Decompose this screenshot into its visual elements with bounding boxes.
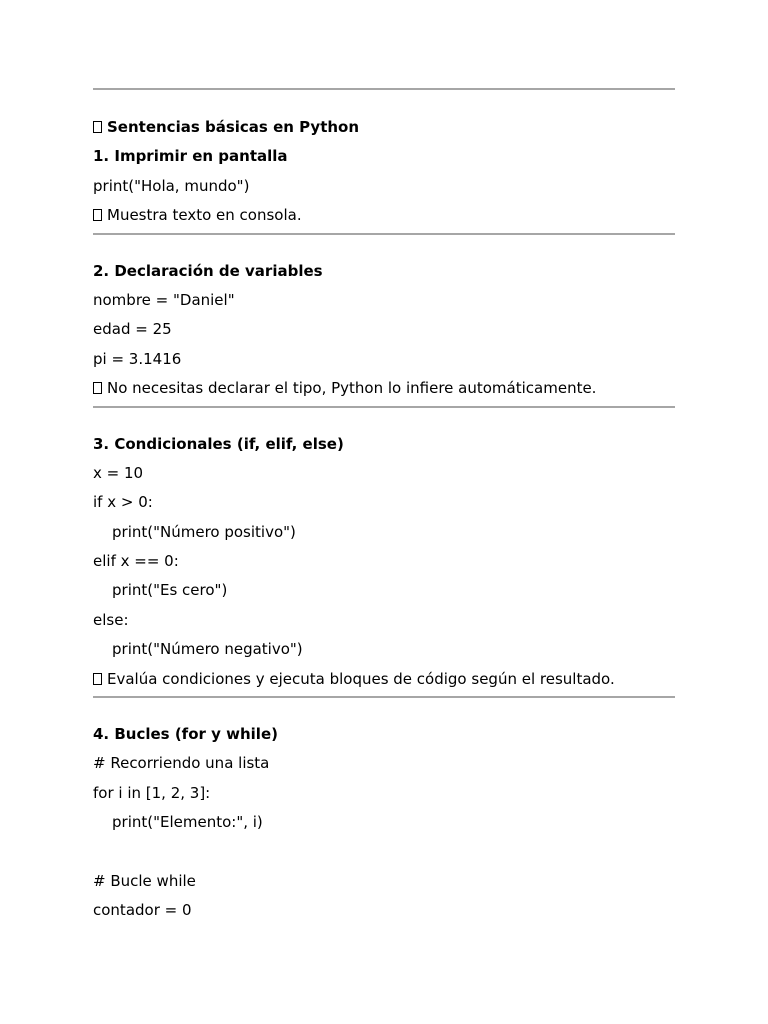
missing-glyph-icon <box>93 673 102 685</box>
missing-glyph-icon <box>93 382 102 394</box>
blank-line <box>93 838 675 867</box>
section-loops <box>93 720 675 926</box>
code-line: contador = 0 <box>93 901 192 920</box>
code-line: print("Número negativo") <box>112 640 303 659</box>
divider <box>93 88 675 90</box>
section-note: Evalúa condiciones y ejecuta bloques de código según el resultado. <box>93 665 675 694</box>
missing-glyph-icon <box>93 121 102 133</box>
section-note: Muestra texto en consola. <box>93 201 675 230</box>
document-title: Sentencias básicas en Python <box>93 113 675 142</box>
code-line: print("Es cero") <box>112 581 228 600</box>
code-line: print("Hola, mundo") <box>93 176 250 195</box>
code-line: if x > 0: <box>93 493 153 512</box>
code-line: elif x == 0: <box>93 552 179 571</box>
code-line: # Recorriendo una lista <box>93 754 270 773</box>
code-line: nombre = "Daniel" <box>93 290 235 309</box>
section-heading: 3. Condicionales (if, elif, else) <box>93 434 344 453</box>
section-variables <box>93 257 675 404</box>
code-line: x = 10 <box>93 463 144 482</box>
code-line: print("Número positivo") <box>112 522 296 541</box>
section-heading: 4. Bucles (for y while) <box>93 725 278 744</box>
code-line: edad = 25 <box>93 320 172 339</box>
divider <box>93 696 675 698</box>
divider <box>93 233 675 235</box>
code-line: pi = 3.1416 <box>93 349 182 368</box>
document-page <box>93 88 675 926</box>
code-line: # Bucle while <box>93 871 196 890</box>
code-line: print("Elemento:", i) <box>112 813 263 832</box>
section-heading: 2. Declaración de variables <box>93 261 323 280</box>
divider <box>93 406 675 408</box>
code-line: else: <box>93 610 129 629</box>
section-conditionals <box>93 430 675 695</box>
code-line: for i in [1, 2, 3]: <box>93 783 211 802</box>
section-heading: 1. Imprimir en pantalla <box>93 147 288 166</box>
missing-glyph-icon <box>93 209 102 221</box>
section-note: No necesitas declarar el tipo, Python lo infiere automáticamente. <box>93 374 675 403</box>
section-print <box>93 113 675 231</box>
